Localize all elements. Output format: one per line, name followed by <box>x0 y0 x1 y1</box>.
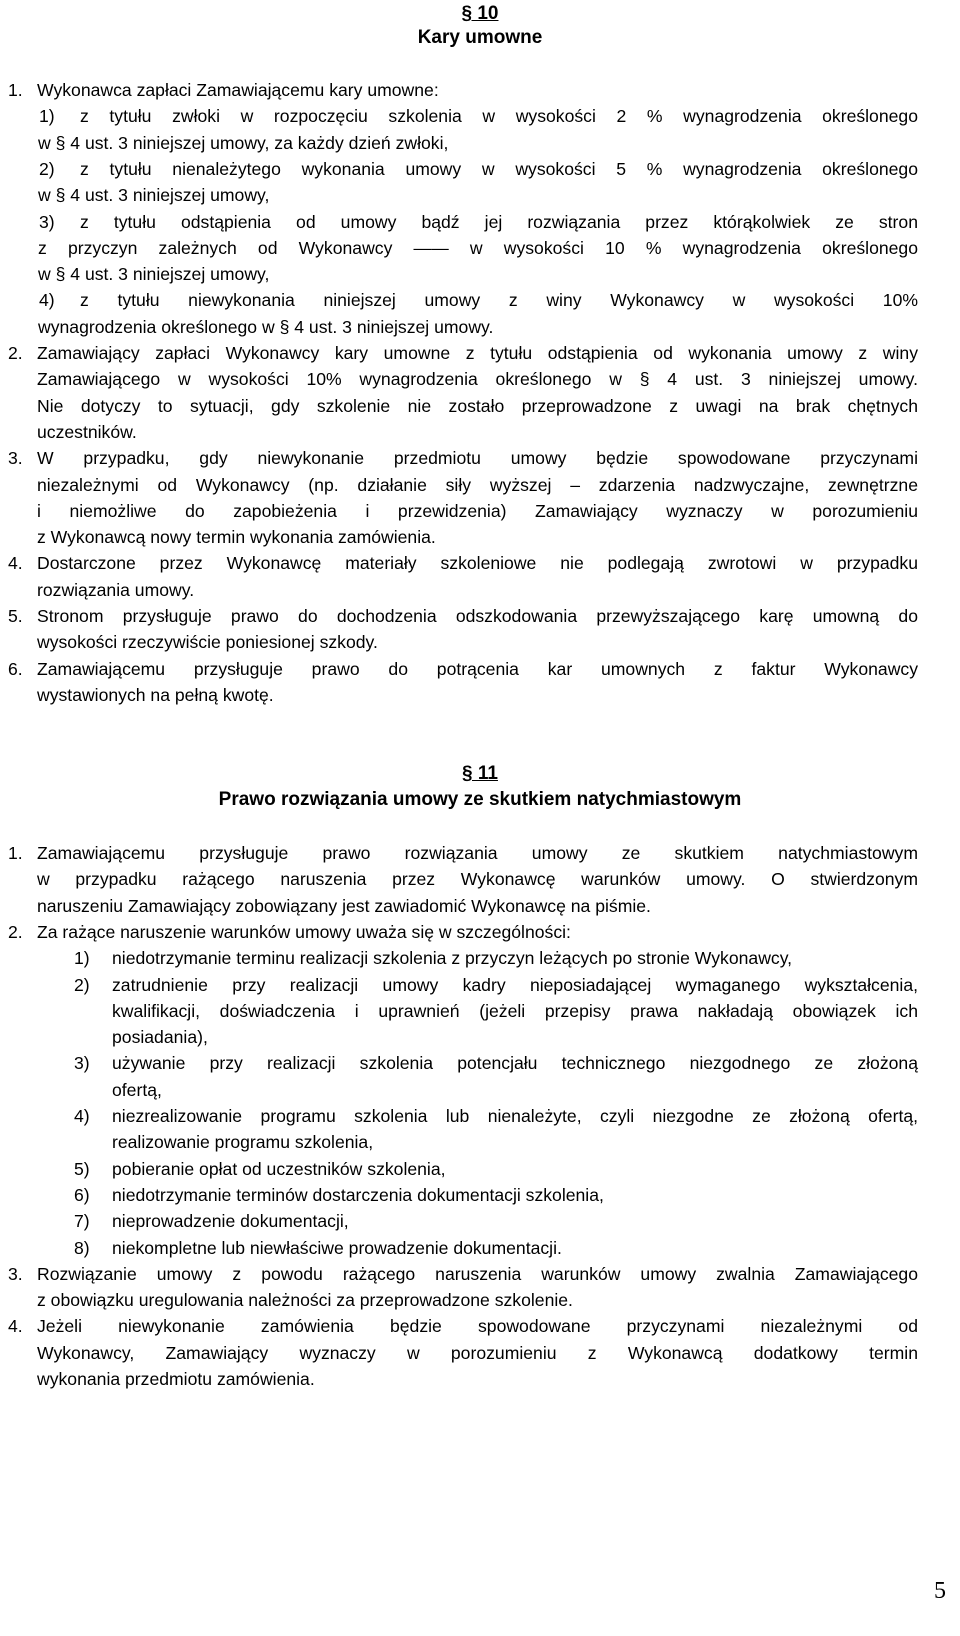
subpoint-line: nieprowadzenie dokumentacji, <box>112 1211 349 1232</box>
subpoint-line: niezrealizowanie programu szkolenia lub nienależyte, czyli niezgodne ze złożoną ofertą, <box>112 1106 918 1126</box>
subpoint-line: z tytułu odstąpienia od umowy bądź jej rozwiązania przez którąkolwiek ze stron <box>80 211 918 232</box>
point-number: 3. <box>8 1263 23 1284</box>
subpoint-number: 2) <box>39 158 55 179</box>
point-line: z Wykonawcą nowy termin wykonania zamówienia. <box>37 527 436 548</box>
point-line: Nie dotyczy to sytuacji, gdy szkolenie nie zostało przeprowadzone z uwagi na brak chętnych <box>37 395 918 416</box>
point-line: i niemożliwe do zapobieżenia i przewidzenia) Zamawiający wyznaczy w porozumieniu <box>37 500 918 521</box>
point-number: 1. <box>8 843 23 863</box>
point-line: Zamawiający zapłaci Wykonawcy kary umowne z tytułu odstąpienia od wykonania umowy z winy <box>37 343 918 363</box>
point-line: Dostarczone przez Wykonawcę materiały szkoleniowe nie podlegają zwrotowi w przypadku <box>37 553 918 574</box>
subpoint-number: 2) <box>74 974 90 995</box>
subpoint-line: posiadania), <box>112 1027 208 1048</box>
point-line: wystawionych na pełną kwotę. <box>37 684 274 705</box>
subpoint-line: pobieranie opłat od uczestników szkolenia, <box>112 1158 446 1179</box>
subpoint-line: ofertą, <box>112 1079 162 1100</box>
section-10-number: § 10 <box>461 3 499 24</box>
subpoint-line: z tytułu niewykonania niniejszej umowy z winy Wykonawcy w wysokości 10% <box>80 290 918 311</box>
point-line: W przypadku, gdy niewykonanie przedmiotu umowy będzie spowodowane przyczynami <box>37 448 918 469</box>
point-lead: Za rażące naruszenie warunków umowy uważa się w szczególności: <box>37 921 571 942</box>
subpoint-line: niedotrzymanie terminów dostarczenia dokumentacji szkolenia, <box>112 1184 604 1205</box>
subpoint-number: 8) <box>74 1237 90 1258</box>
subpoint-line: realizowanie programu szkolenia, <box>112 1132 374 1153</box>
subpoint-number: 4) <box>39 290 55 311</box>
point-number: 4. <box>8 553 23 574</box>
point-line: uczestników. <box>37 421 137 442</box>
subpoint-line: z przyczyn zależnych od Wykonawcy —— w wysokości 10 % wynagrodzenia określonego <box>38 237 918 258</box>
point-line: rozwiązania umowy. <box>37 579 195 600</box>
subpoint-line: w § 4 ust. 3 niniejszej umowy, <box>38 264 270 285</box>
point-line: Rozwiązanie umowy z powodu rażącego naruszenia warunków umowy zwalnia Zamawiającego <box>37 1263 918 1284</box>
point-line: wykonania przedmiotu zamówienia. <box>37 1369 315 1389</box>
subpoint-line: niedotrzymanie terminu realizacji szkolenia z przyczyn leżących po stronie Wykonawcy, <box>112 948 793 969</box>
point-number: 5. <box>8 606 23 626</box>
subpoint-number: 7) <box>74 1211 90 1232</box>
point-line: Zamawiającemu przysługuje prawo do potrącenia kar umownych z faktur Wykonawcy <box>37 658 918 679</box>
subpoint-line: kwalifikacji, doświadczenia i uprawnień (jeżeli przepisy prawa nakładają obowiązek ich <box>112 1000 918 1021</box>
point-lead: Wykonawca zapłaci Zamawiającemu kary umowne: <box>37 80 439 100</box>
point-line: Stronom przysługuje prawo do dochodzenia odszkodowania przewyższającego karę umowną do <box>37 606 918 626</box>
section-11-title: Prawo rozwiązania umowy ze skutkiem natychmiastowym <box>218 789 742 810</box>
point-number: 2. <box>8 343 23 363</box>
section-11-number: § 11 <box>462 763 498 784</box>
point-line: niezależnymi od Wykonawcy (np. działanie siły wyższej – zdarzenia nadzwyczajne, zewnętrzne <box>37 474 918 495</box>
point-number: 4. <box>8 1316 23 1337</box>
point-number: 1. <box>8 80 23 100</box>
subpoint-number: 1) <box>39 106 55 127</box>
section-10-title: Kary umowne <box>417 27 543 48</box>
subpoint-line: wynagrodzenia określonego w § 4 ust. 3 niniejszej umowy. <box>38 316 494 337</box>
point-line: Zamawiającemu przysługuje prawo rozwiązania umowy ze skutkiem natychmiastowym <box>37 843 918 863</box>
subpoint-number: 6) <box>74 1184 90 1205</box>
subpoint-number: 1) <box>74 948 90 969</box>
point-number: 6. <box>8 658 23 679</box>
point-line: Jeżeli niewykonanie zamówienia będzie spowodowane przyczynami niezależnymi od <box>37 1316 918 1337</box>
point-line: w przypadku rażącego naruszenia przez Wykonawcę warunków umowy. O stwierdzonym <box>37 869 918 890</box>
page-number: 5 <box>934 1578 946 1604</box>
point-number: 3. <box>8 448 23 469</box>
subpoint-line: z tytułu zwłoki w rozpoczęciu szkolenia w wysokości 2 % wynagrodzenia określonego <box>80 106 918 127</box>
subpoint-number: 3) <box>39 211 55 232</box>
subpoint-line: zatrudnienie przy realizacji umowy kadry nieposiadającej wymaganego wykształcenia, <box>112 974 918 995</box>
point-number: 2. <box>8 921 23 942</box>
point-line: z obowiązku uregulowania należności za przeprowadzone szkolenie. <box>37 1290 573 1311</box>
subpoint-number: 4) <box>74 1106 90 1126</box>
subpoint-number: 3) <box>74 1053 90 1074</box>
subpoint-line: niekompletne lub niewłaściwe prowadzenie dokumentacji. <box>112 1237 562 1258</box>
subpoint-line: z tytułu nienależytego wykonania umowy w wysokości 5 % wynagrodzenia określonego <box>80 158 918 179</box>
subpoint-line: w § 4 ust. 3 niniejszej umowy, za każdy dzień zwłoki, <box>38 132 449 153</box>
point-line: wysokości rzeczywiście poniesionej szkody. <box>37 632 378 653</box>
point-line: Wykonawcy, Zamawiający wyznaczy w porozumieniu z Wykonawcą dodatkowy termin <box>37 1342 918 1363</box>
subpoint-line: w § 4 ust. 3 niniejszej umowy, <box>38 185 270 206</box>
point-line: naruszeniu Zamawiający zobowiązany jest zawiadomić Wykonawcę na piśmie. <box>37 895 651 916</box>
subpoint-number: 5) <box>74 1158 90 1179</box>
subpoint-line: używanie przy realizacji szkolenia potencjału technicznego niezgodnego ze złożoną <box>112 1053 918 1074</box>
point-line: Zamawiającego w wysokości 10% wynagrodzenia określonego w § 4 ust. 3 niniejszej umowy. <box>37 369 918 390</box>
